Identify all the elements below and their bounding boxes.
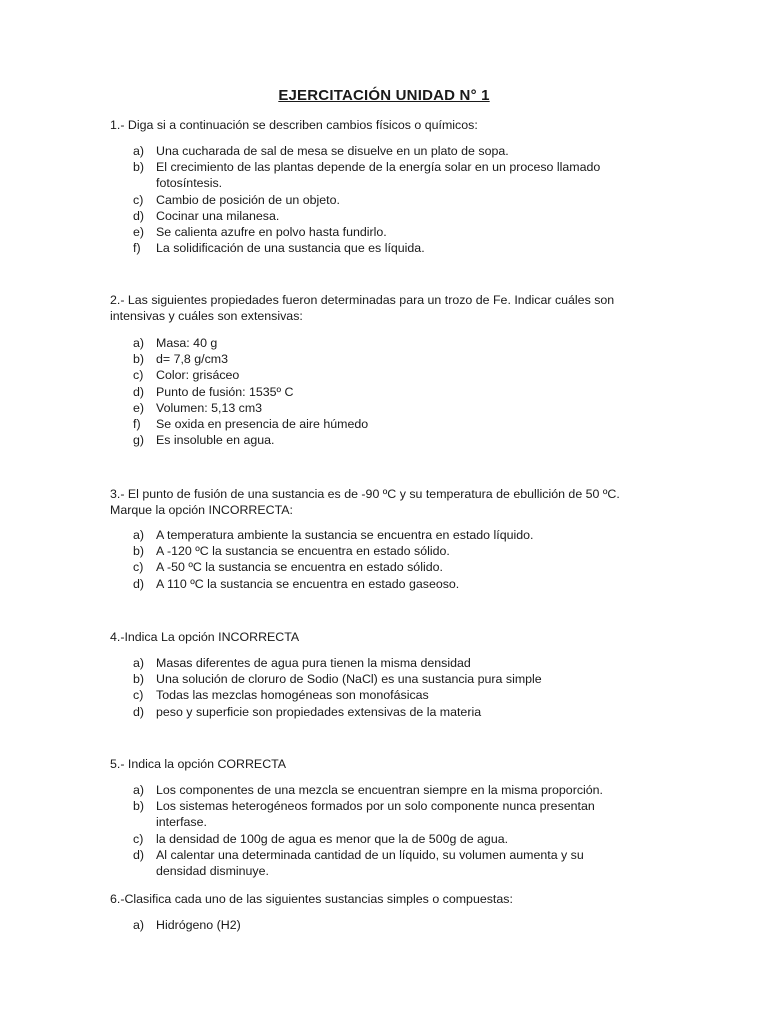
list-marker: c) (133, 831, 144, 846)
question-4-text: 4.-Indica La opción INCORRECTA (110, 630, 300, 644)
list-item-text: Masa: 40 g (156, 336, 218, 350)
list-item (133, 704, 633, 720)
list-marker: b) (133, 799, 145, 814)
list-item (133, 527, 633, 543)
list-marker: b) (133, 544, 145, 559)
question-6-options (133, 917, 633, 933)
list-item-text: Masas diferentes de agua pura tienen la misma densidad (156, 656, 471, 670)
list-item (133, 831, 633, 847)
list-marker: d) (133, 576, 145, 591)
list-marker: d) (133, 208, 145, 223)
page-title: EJERCITACIÓN UNIDAD N° 1 (278, 87, 490, 104)
question-4-options (133, 655, 633, 720)
list-item-text: peso y superficie son propiedades extensivas de la materia (156, 704, 482, 719)
list-marker: f) (133, 417, 141, 432)
list-marker: d) (133, 704, 145, 719)
list-item-text: Cambio de posición de un objeto. (156, 192, 340, 207)
list-item (133, 847, 633, 879)
list-item (133, 782, 633, 798)
question-3-text: 3.- El punto de fusión de una sustancia es de -90 ºC y su temperatura de ebullición de 50 ºC. Marque la opción INCORRECTA: (110, 487, 620, 518)
list-marker: c) (133, 192, 144, 207)
list-marker: d) (133, 847, 145, 862)
list-item (133, 208, 633, 224)
list-marker: d) (133, 384, 145, 399)
question-2-text: 2.- Las siguientes propiedades fueron determinadas para un trozo de Fe. Indicar cuáles son intensivas y cuáles son extensivas: (110, 293, 615, 324)
list-marker: b) (133, 352, 145, 367)
list-marker: a) (133, 783, 145, 797)
list-item-text: Una solución de cloruro de Sodio (NaCl) es una sustancia pura simple (156, 672, 542, 687)
list-marker: a) (133, 918, 145, 932)
list-item-text: Se oxida en presencia de aire húmedo (156, 417, 369, 432)
list-item (133, 416, 633, 432)
question-2-options (133, 335, 633, 448)
list-marker: g) (133, 433, 145, 448)
list-item (133, 917, 633, 933)
list-item-text: Cocinar una milanesa. (156, 208, 280, 223)
list-item-text: Todas las mezclas homogéneas son monofásicas (156, 688, 429, 703)
list-item-text: Se calienta azufre en polvo hasta fundirlo. (156, 225, 387, 240)
list-item-text: La solidificación de una sustancia que es líquida. (156, 241, 425, 256)
list-item (133, 224, 633, 240)
question-6-text: 6.-Clasifica cada uno de las siguientes sustancias simples o compuestas: (110, 892, 513, 906)
list-marker: e) (133, 225, 145, 240)
list-item (133, 543, 633, 559)
list-marker: a) (133, 144, 145, 158)
list-item (133, 367, 633, 383)
question-5-text: 5.- Indica la opción CORRECTA (110, 757, 287, 771)
list-item-text: A -50 ºC la sustancia se encuentra en estado sólido. (156, 560, 443, 575)
list-item (133, 335, 633, 351)
list-item (133, 687, 633, 703)
list-item-text: A -120 ºC la sustancia se encuentra en estado sólido. (156, 544, 450, 559)
list-item-text: A temperatura ambiente la sustancia se encuentra en estado líquido. (156, 528, 534, 542)
list-item (133, 671, 633, 687)
list-marker: c) (133, 368, 144, 383)
list-marker: c) (133, 688, 144, 703)
question-1-text: 1.- Diga si a continuación se describen cambios físicos o químicos: (110, 118, 478, 132)
list-marker: a) (133, 528, 145, 542)
list-item-text: A 110 ºC la sustancia se encuentra en estado gaseoso. (156, 576, 460, 591)
question-5-options (133, 782, 633, 879)
list-item (133, 159, 633, 191)
question-1-options (133, 143, 633, 256)
list-item (133, 576, 633, 592)
list-item (133, 400, 633, 416)
list-marker: f) (133, 241, 141, 256)
list-item-text: Los componentes de una mezcla se encuentran siempre en la misma proporción. (156, 783, 603, 797)
list-item (133, 384, 633, 400)
list-item (133, 351, 633, 367)
list-marker: b) (133, 160, 145, 175)
list-item-text: Al calentar una determinada cantidad de un líquido, su volumen aumenta y su densidad disminuye. (156, 847, 584, 879)
list-item-text: El crecimiento de las plantas depende de la energía solar en un proceso llamado fotosíntesis. (156, 160, 601, 191)
list-item (133, 143, 633, 159)
list-item (133, 559, 633, 575)
list-item-text: Color: grisáceo (156, 368, 240, 383)
list-marker: a) (133, 336, 145, 350)
list-item-text: d= 7,8 g/cm3 (156, 352, 228, 367)
list-item-text: la densidad de 100g de agua es menor que la de 500g de agua. (156, 831, 509, 846)
list-item-text: Hidrógeno (H2) (156, 918, 241, 932)
list-item-text: Es insoluble en agua. (156, 433, 275, 448)
list-item (133, 798, 633, 830)
list-marker: c) (133, 560, 144, 575)
list-item-text: Una cucharada de sal de mesa se disuelve en un plato de sopa. (156, 144, 509, 158)
question-3-options (133, 527, 633, 592)
list-marker: a) (133, 656, 145, 670)
list-item-text: Punto de fusión: 1535º C (156, 384, 294, 399)
list-item (133, 655, 633, 671)
list-marker: b) (133, 672, 145, 687)
list-item (133, 240, 633, 256)
list-item (133, 192, 633, 208)
list-item-text: Volumen: 5,13 cm3 (156, 400, 263, 415)
list-marker: e) (133, 400, 145, 415)
list-item (133, 432, 633, 448)
list-item-text: Los sistemas heterogéneos formados por un solo componente nunca presentan interfase. (156, 799, 595, 830)
